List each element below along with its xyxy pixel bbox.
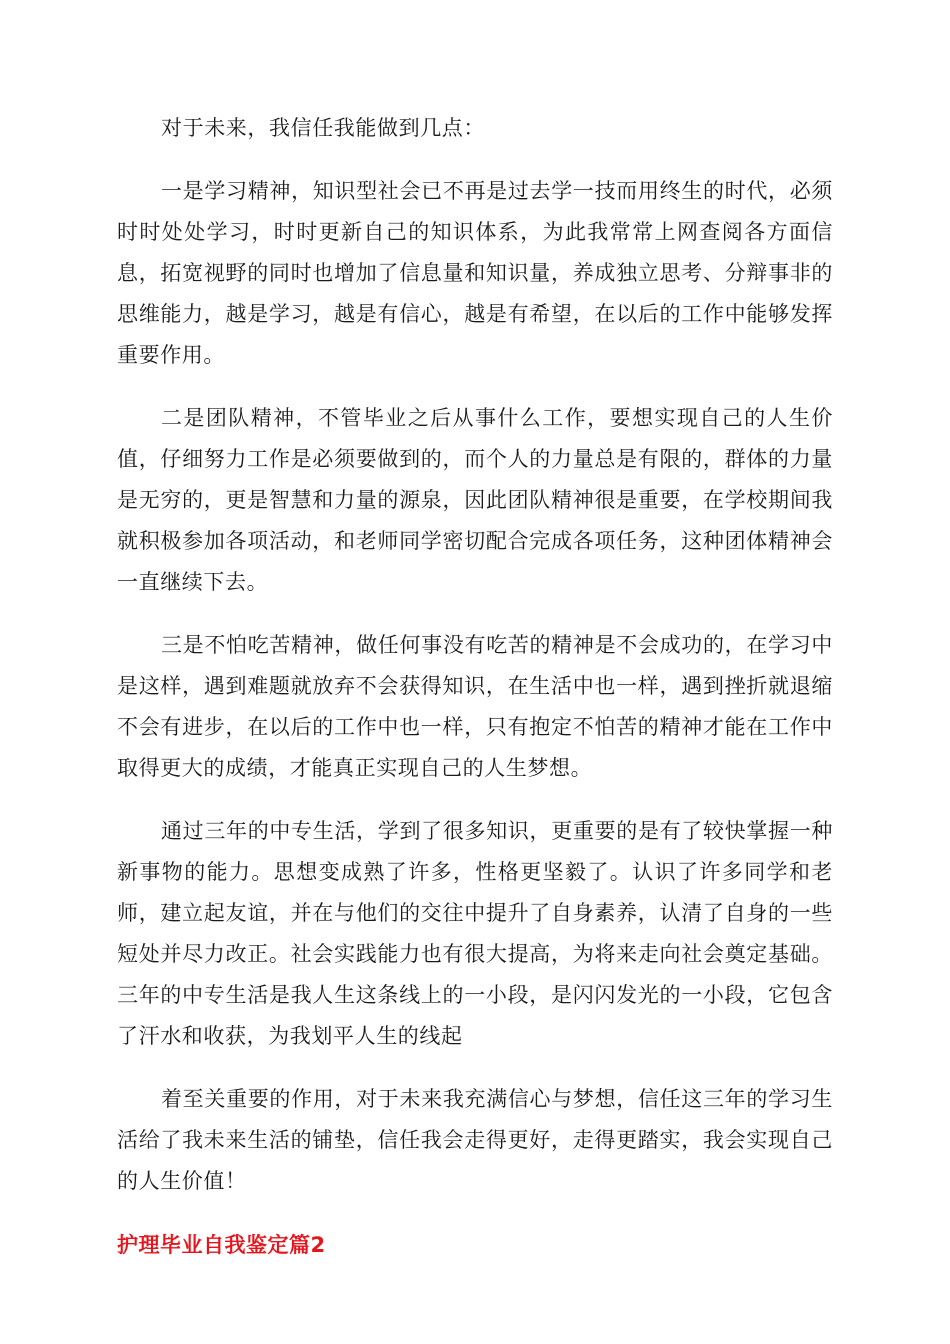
paragraph-three-years: 通过三年的中专生活，学到了很多知识，更重要的是有了较快掌握一种新事物的能力。思想变成熟了许多，性格更坚毅了。认识了许多同学和老师，建立起友谊，并在与他们的交往中提升了自身素养，认清了自身的一些短处并尽力改正。社会实践能力也有很大提高，为将来走向社会奠定基础。三年的中专生活是我人生这条线上的一小段，是闪闪发光的一小段，它包含了汗水和收获，为我划平人生的线起 — [117, 819, 833, 1048]
section-heading: 护理毕业自我鉴定篇2 — [117, 1233, 326, 1257]
paragraph-intro: 对于未来，我信任我能做到几点： — [161, 116, 485, 140]
paragraph-team-spirit: 二是团队精神，不管毕业之后从事什么工作，要想实现自己的人生价值，仔细努力工作是必须要做到的，而个人的力量总是有限的，群体的力量是无穷的，更是智慧和力量的源泉，因此团队精神很是重要，在学校期间我就积极参加各项活动，和老师同学密切配合完成各项任务，这种团体精神会一直继续下去。 — [117, 406, 833, 594]
paragraph-conclusion: 着至关重要的作用，对于未来我充满信心与梦想，信任这三年的学习生活给了我未来生活的铺垫，信任我会走得更好，走得更踏实，我会实现自己的人生价值！ — [117, 1087, 833, 1193]
paragraph-learning-spirit: 一是学习精神，知识型社会已不再是过去学一技而用终生的时代，必须时时处处学习，时时更新自己的知识体系，为此我常常上网查阅各方面信息，拓宽视野的同时也增加了信息量和知识量，养成独立思考、分辩事非的思维能力，越是学习，越是有信心，越是有希望，在以后的工作中能够发挥重要作用。 — [117, 179, 833, 367]
paragraph-hardship-spirit: 三是不怕吃苦精神，做任何事没有吃苦的精神是不会成功的，在学习中是这样，遇到难题就放弃不会获得知识，在生活中也一样，遇到挫折就退缩不会有进步，在以后的工作中也一样，只有抱定不怕苦的精神才能在工作中取得更大的成绩，才能真正实现自己的人生梦想。 — [117, 633, 833, 780]
document-body — [117, 108, 833, 1260]
